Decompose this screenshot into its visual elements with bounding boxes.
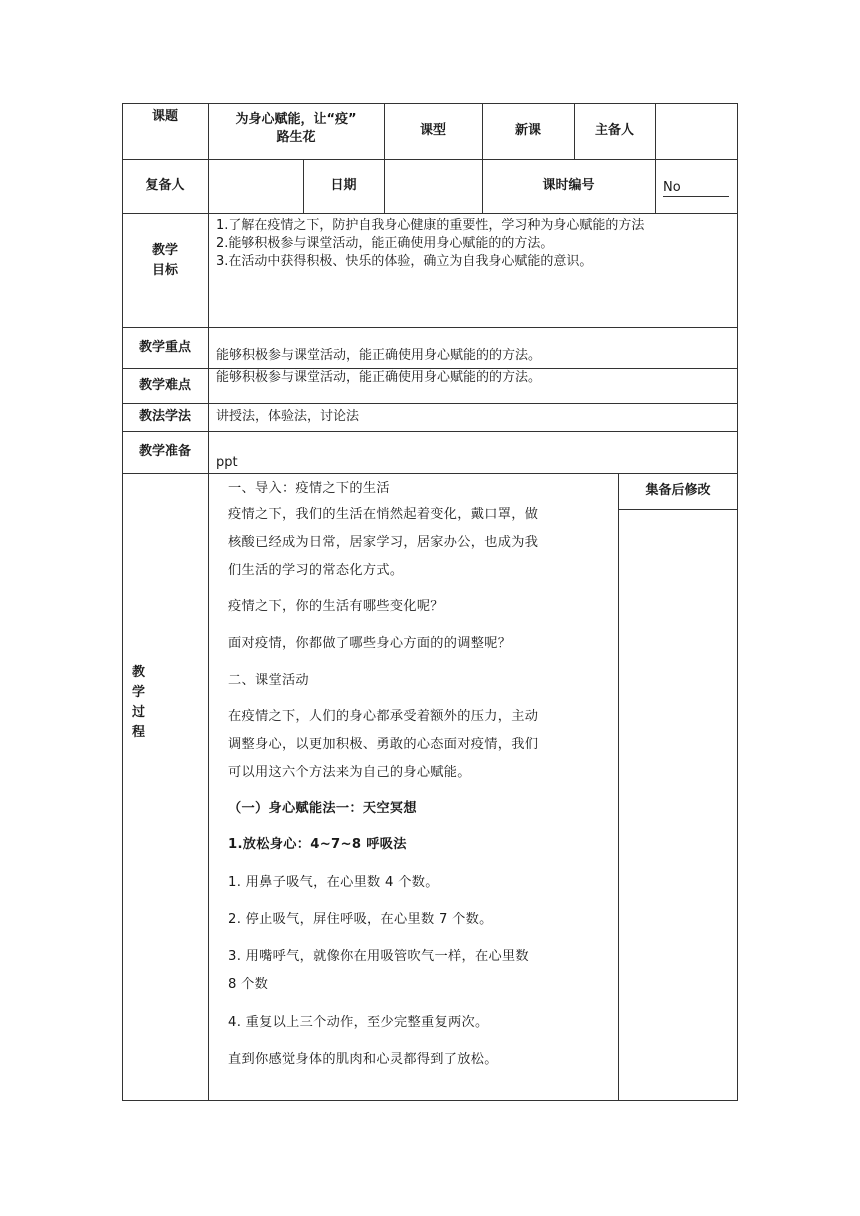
breathing-step-title: 1.放松身心：4~7~8 呼吸法 bbox=[228, 837, 407, 852]
lesson-plan-table bbox=[122, 103, 738, 1101]
method-1-title: （一）身心赋能法一：天空冥想 bbox=[228, 801, 417, 816]
revision-label: 集备后修改 bbox=[645, 483, 711, 498]
objectives-label-line-2: 目标 bbox=[151, 263, 178, 278]
difficulties-text: 能够积极参与课堂活动，能正确使用身心赋能的的方法。 bbox=[216, 370, 542, 385]
preparation-text: ppt bbox=[216, 455, 238, 470]
date-label: 日期 bbox=[330, 178, 357, 193]
grid-line bbox=[208, 103, 209, 1101]
closing-sentence: 直到你感觉身体的肌肉和心灵都得到了放松。 bbox=[228, 1052, 498, 1067]
grid-line bbox=[122, 327, 738, 328]
grid-line bbox=[122, 431, 738, 432]
question-2: 面对疫情，你都做了哪些身心方面的的调整呢？ bbox=[228, 636, 512, 651]
objective-item: 3.在活动中获得积极、快乐的体验，确立为自我身心赋能的意识。 bbox=[216, 254, 593, 269]
objective-item: 2.能够积极参与课堂活动，能正确使用身心赋能的的方法。 bbox=[216, 236, 554, 251]
activity-line: 在疫情之下，人们的身心都承受着额外的压力，主动 bbox=[228, 709, 539, 724]
preparer-value bbox=[655, 103, 738, 159]
key-points-text: 能够积极参与课堂活动，能正确使用身心赋能的的方法。 bbox=[216, 348, 542, 363]
process-label-char: 学 bbox=[132, 685, 146, 700]
activity-line: 调整身心，以更加积极、勇敢的心态面对疫情，我们 bbox=[228, 737, 539, 752]
objective-item: 1.了解在疫情之下，防护自我身心健康的重要性，学习种为身心赋能的方法 bbox=[216, 218, 645, 233]
section-2-title: 二、课堂活动 bbox=[228, 673, 309, 688]
topic-line-2: 路生花 bbox=[276, 130, 316, 145]
grid-line bbox=[618, 509, 738, 510]
lesson-number-label: 课时编号 bbox=[542, 178, 595, 193]
breathing-step-1: 1. 用鼻子吸气，在心里数 4 个数。 bbox=[228, 875, 439, 890]
breathing-step-3-line: 3. 用嘴呼气，就像你在用吸管吹气一样，在心里数 bbox=[228, 949, 529, 964]
question-1: 疫情之下，你的生活有哪些变化呢？ bbox=[228, 599, 444, 614]
intro-paragraph bbox=[228, 501, 604, 585]
methods-label: 教法学法 bbox=[138, 409, 191, 424]
type-label: 课型 bbox=[419, 123, 446, 138]
objectives-label-line-1: 教学 bbox=[151, 243, 178, 258]
breathing-step-4: 4. 重复以上三个动作，至少完整重复两次。 bbox=[228, 1015, 489, 1030]
breathing-step-3-line: 8 个数 bbox=[228, 977, 269, 992]
co-preparer-label: 复备人 bbox=[145, 178, 185, 193]
grid-line bbox=[122, 403, 738, 404]
topic-value bbox=[208, 111, 384, 147]
intro-line: 疫情之下，我们的生活在悄然起着变化，戴口罩，做 bbox=[228, 507, 539, 522]
breathing-step-2: 2. 停止吸气，屏住呼吸，在心里数 7 个数。 bbox=[228, 912, 493, 927]
process-label-char: 过 bbox=[132, 705, 146, 720]
objectives-label bbox=[122, 241, 208, 281]
intro-line: 们生活的学习的常态化方式。 bbox=[228, 563, 404, 578]
co-preparer-value bbox=[208, 159, 303, 213]
objectives-list bbox=[216, 217, 738, 271]
date-value bbox=[384, 159, 482, 213]
preparer-label: 主备人 bbox=[594, 123, 634, 138]
activity-line: 可以用这六个方法来为自己的身心赋能。 bbox=[228, 765, 471, 780]
preparation-label: 教学准备 bbox=[138, 444, 191, 459]
methods-text: 讲授法，体验法，讨论法 bbox=[216, 409, 360, 424]
intro-line: 核酸已经成为日常，居家学习，居家办公，也成为我 bbox=[228, 535, 539, 550]
section-1-title: 一、导入：疫情之下的生活 bbox=[228, 481, 390, 496]
grid-line bbox=[618, 473, 619, 1101]
topic-label: 课题 bbox=[151, 109, 178, 124]
topic-line-1: 为身心赋能，让“疫” bbox=[235, 112, 357, 127]
difficulties-label: 教学难点 bbox=[138, 377, 191, 393]
activity-paragraph bbox=[228, 703, 604, 787]
lesson-number-value: No bbox=[663, 179, 729, 197]
key-points-label: 教学重点 bbox=[138, 339, 191, 355]
process-label-char: 程 bbox=[132, 725, 146, 740]
process-label bbox=[132, 663, 162, 743]
type-value: 新课 bbox=[514, 123, 541, 138]
process-label-char: 教 bbox=[132, 665, 146, 680]
grid-line bbox=[122, 1100, 738, 1101]
breathing-step-3 bbox=[228, 943, 604, 999]
grid-line bbox=[122, 213, 738, 214]
